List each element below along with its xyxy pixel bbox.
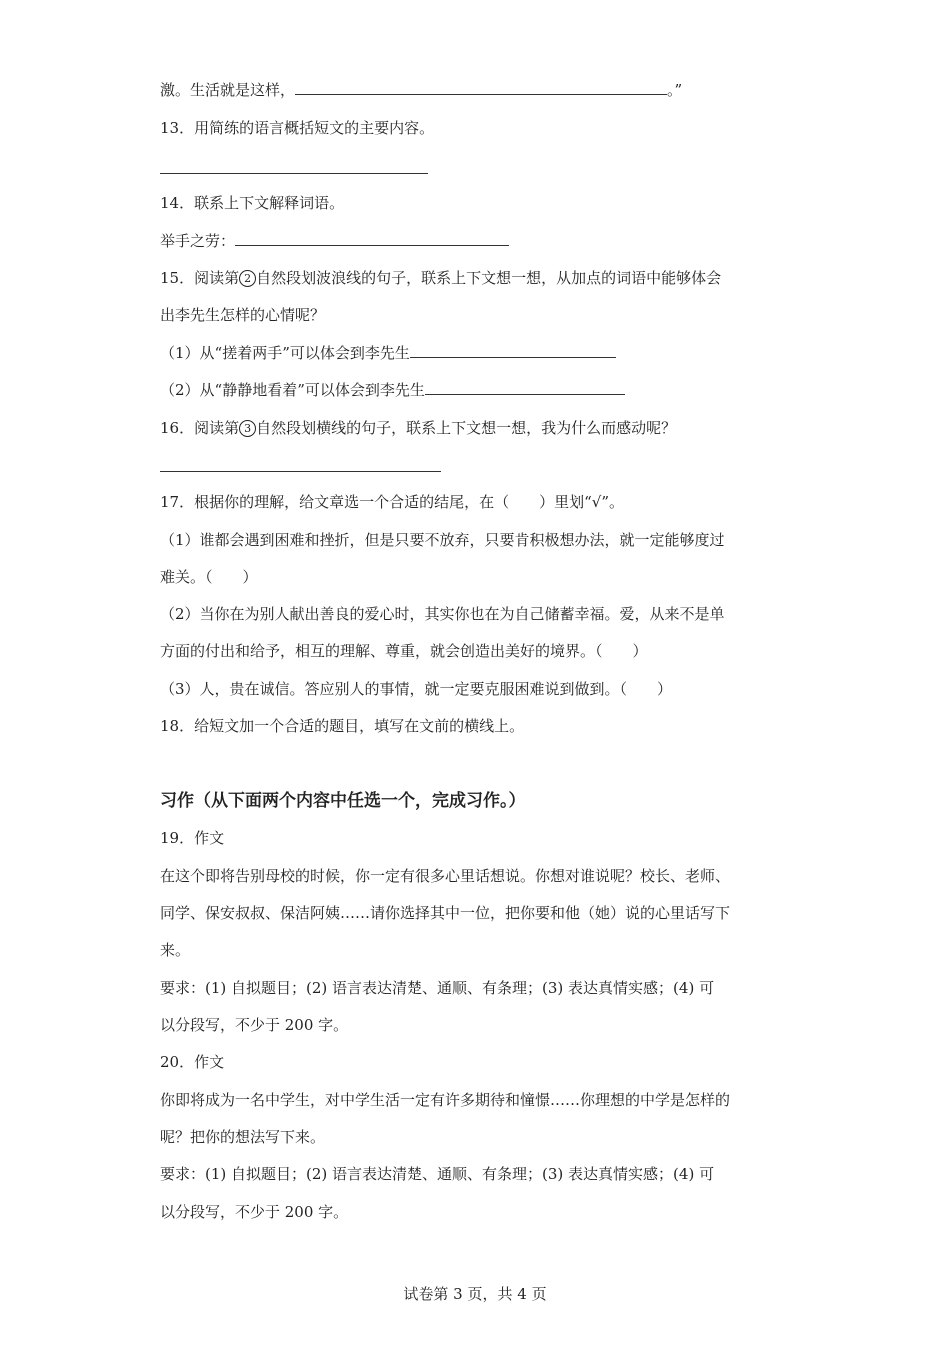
question-14-term: 举手之劳： — [160, 232, 236, 250]
question-16 — [160, 418, 676, 438]
question-15-sub2-blank[interactable] — [425, 380, 625, 395]
question-17: 17．根据你的理解，给文章选一个合适的结尾，在（ ）里划“√”。 — [160, 493, 624, 511]
question-19-paragraph-line3: 来。 — [160, 941, 191, 959]
question-17-option2-line2[interactable]: 方面的付出和给予，相互的理解、尊重，就会创造出美好的境界。（ ） — [160, 642, 648, 660]
question-16-text-b: 自然段划横线的句子，联系上下文想一想，我为什么而感动呢？ — [256, 419, 677, 437]
question-18: 18．给短文加一个合适的题目，填写在文前的横线上。 — [160, 717, 525, 735]
question-20-title: 20．作文 — [160, 1053, 225, 1071]
composition-section-heading: 习作（从下面两个内容中任选一个，完成习作。） — [160, 791, 526, 811]
question-14-answer-blank[interactable] — [235, 231, 509, 246]
question-15-text-a: 15．阅读第 — [160, 269, 240, 287]
question-19-requirements-line1: 要求：(1) 自拟题目；(2) 语言表达清楚、通顺、有条理；(3) 表达真情实感；(4) 可 — [160, 979, 715, 997]
question-17-option2-line1: （2）当你在为别人献出善良的爱心时，其实你也在为自己储蓄幸福。爱，从来不是单 — [160, 605, 725, 623]
question-16-text-a: 16．阅读第 — [160, 419, 240, 437]
question-15-sub1 — [160, 343, 616, 363]
question-19-requirements-line2: 以分段写，不少于 200 字。 — [160, 1016, 349, 1034]
question-15-sub2 — [160, 380, 625, 400]
continuation-text-after: 。” — [667, 81, 683, 99]
page-footer: 试卷第 3 页，共 4 页 — [403, 1285, 547, 1303]
question-19-paragraph-line2: 同学、保安叔叔、保洁阿姨……请你选择其中一位，把你要和他（她）说的心里话写下 — [160, 904, 731, 922]
question-19-title: 19．作文 — [160, 829, 225, 847]
question-17-option1-line2[interactable]: 难关。（ ） — [160, 568, 258, 586]
continuation-line — [160, 80, 682, 100]
paragraph-2-marker: 2 — [239, 270, 256, 287]
question-15-text-b: 自然段划波浪线的句子，联系上下文想一想，从加点的词语中能够体会 — [256, 269, 722, 287]
question-20-paragraph-line1: 你即将成为一名中学生，对中学生活一定有许多期待和憧憬……你理想的中学是怎样的 — [160, 1091, 731, 1109]
question-14-term-line — [160, 231, 509, 251]
question-20-requirements-line1: 要求：(1) 自拟题目；(2) 语言表达清楚、通顺、有条理；(3) 表达真情实感；(4) 可 — [160, 1165, 715, 1183]
question-17-option3[interactable]: （3）人，贵在诚信。答应别人的事情，就一定要克服困难说到做到。（ ） — [160, 680, 673, 698]
continuation-blank[interactable] — [295, 80, 667, 95]
paragraph-3-marker: 3 — [239, 420, 256, 437]
question-19-paragraph-line1: 在这个即将告别母校的时候，你一定有很多心里话想说。你想对谁说呢？校长、老师、 — [160, 867, 731, 885]
question-16-answer-line[interactable] — [160, 471, 441, 472]
question-15-sub2-text: （2）从“静静地看着”可以体会到李先生 — [160, 381, 425, 399]
question-20-requirements-line2: 以分段写，不少于 200 字。 — [160, 1203, 349, 1221]
question-20-paragraph-line2: 呢？把你的想法写下来。 — [160, 1128, 326, 1146]
question-15-sub1-blank[interactable] — [410, 343, 616, 358]
question-13-answer-line[interactable] — [160, 173, 428, 174]
question-14: 14．联系上下文解释词语。 — [160, 194, 345, 212]
question-17-option1-line1: （1）谁都会遇到困难和挫折，但是只要不放弃，只要肯积极想办法，就一定能够度过 — [160, 531, 725, 549]
question-15-line2: 出李先生怎样的心情呢？ — [160, 306, 326, 324]
question-15-line1 — [160, 268, 721, 288]
continuation-text-before: 激。生活就是这样， — [160, 81, 296, 99]
question-15-sub1-text: （1）从“搓着两手”可以体会到李先生 — [160, 344, 410, 362]
question-13: 13．用简练的语言概括短文的主要内容。 — [160, 119, 435, 137]
